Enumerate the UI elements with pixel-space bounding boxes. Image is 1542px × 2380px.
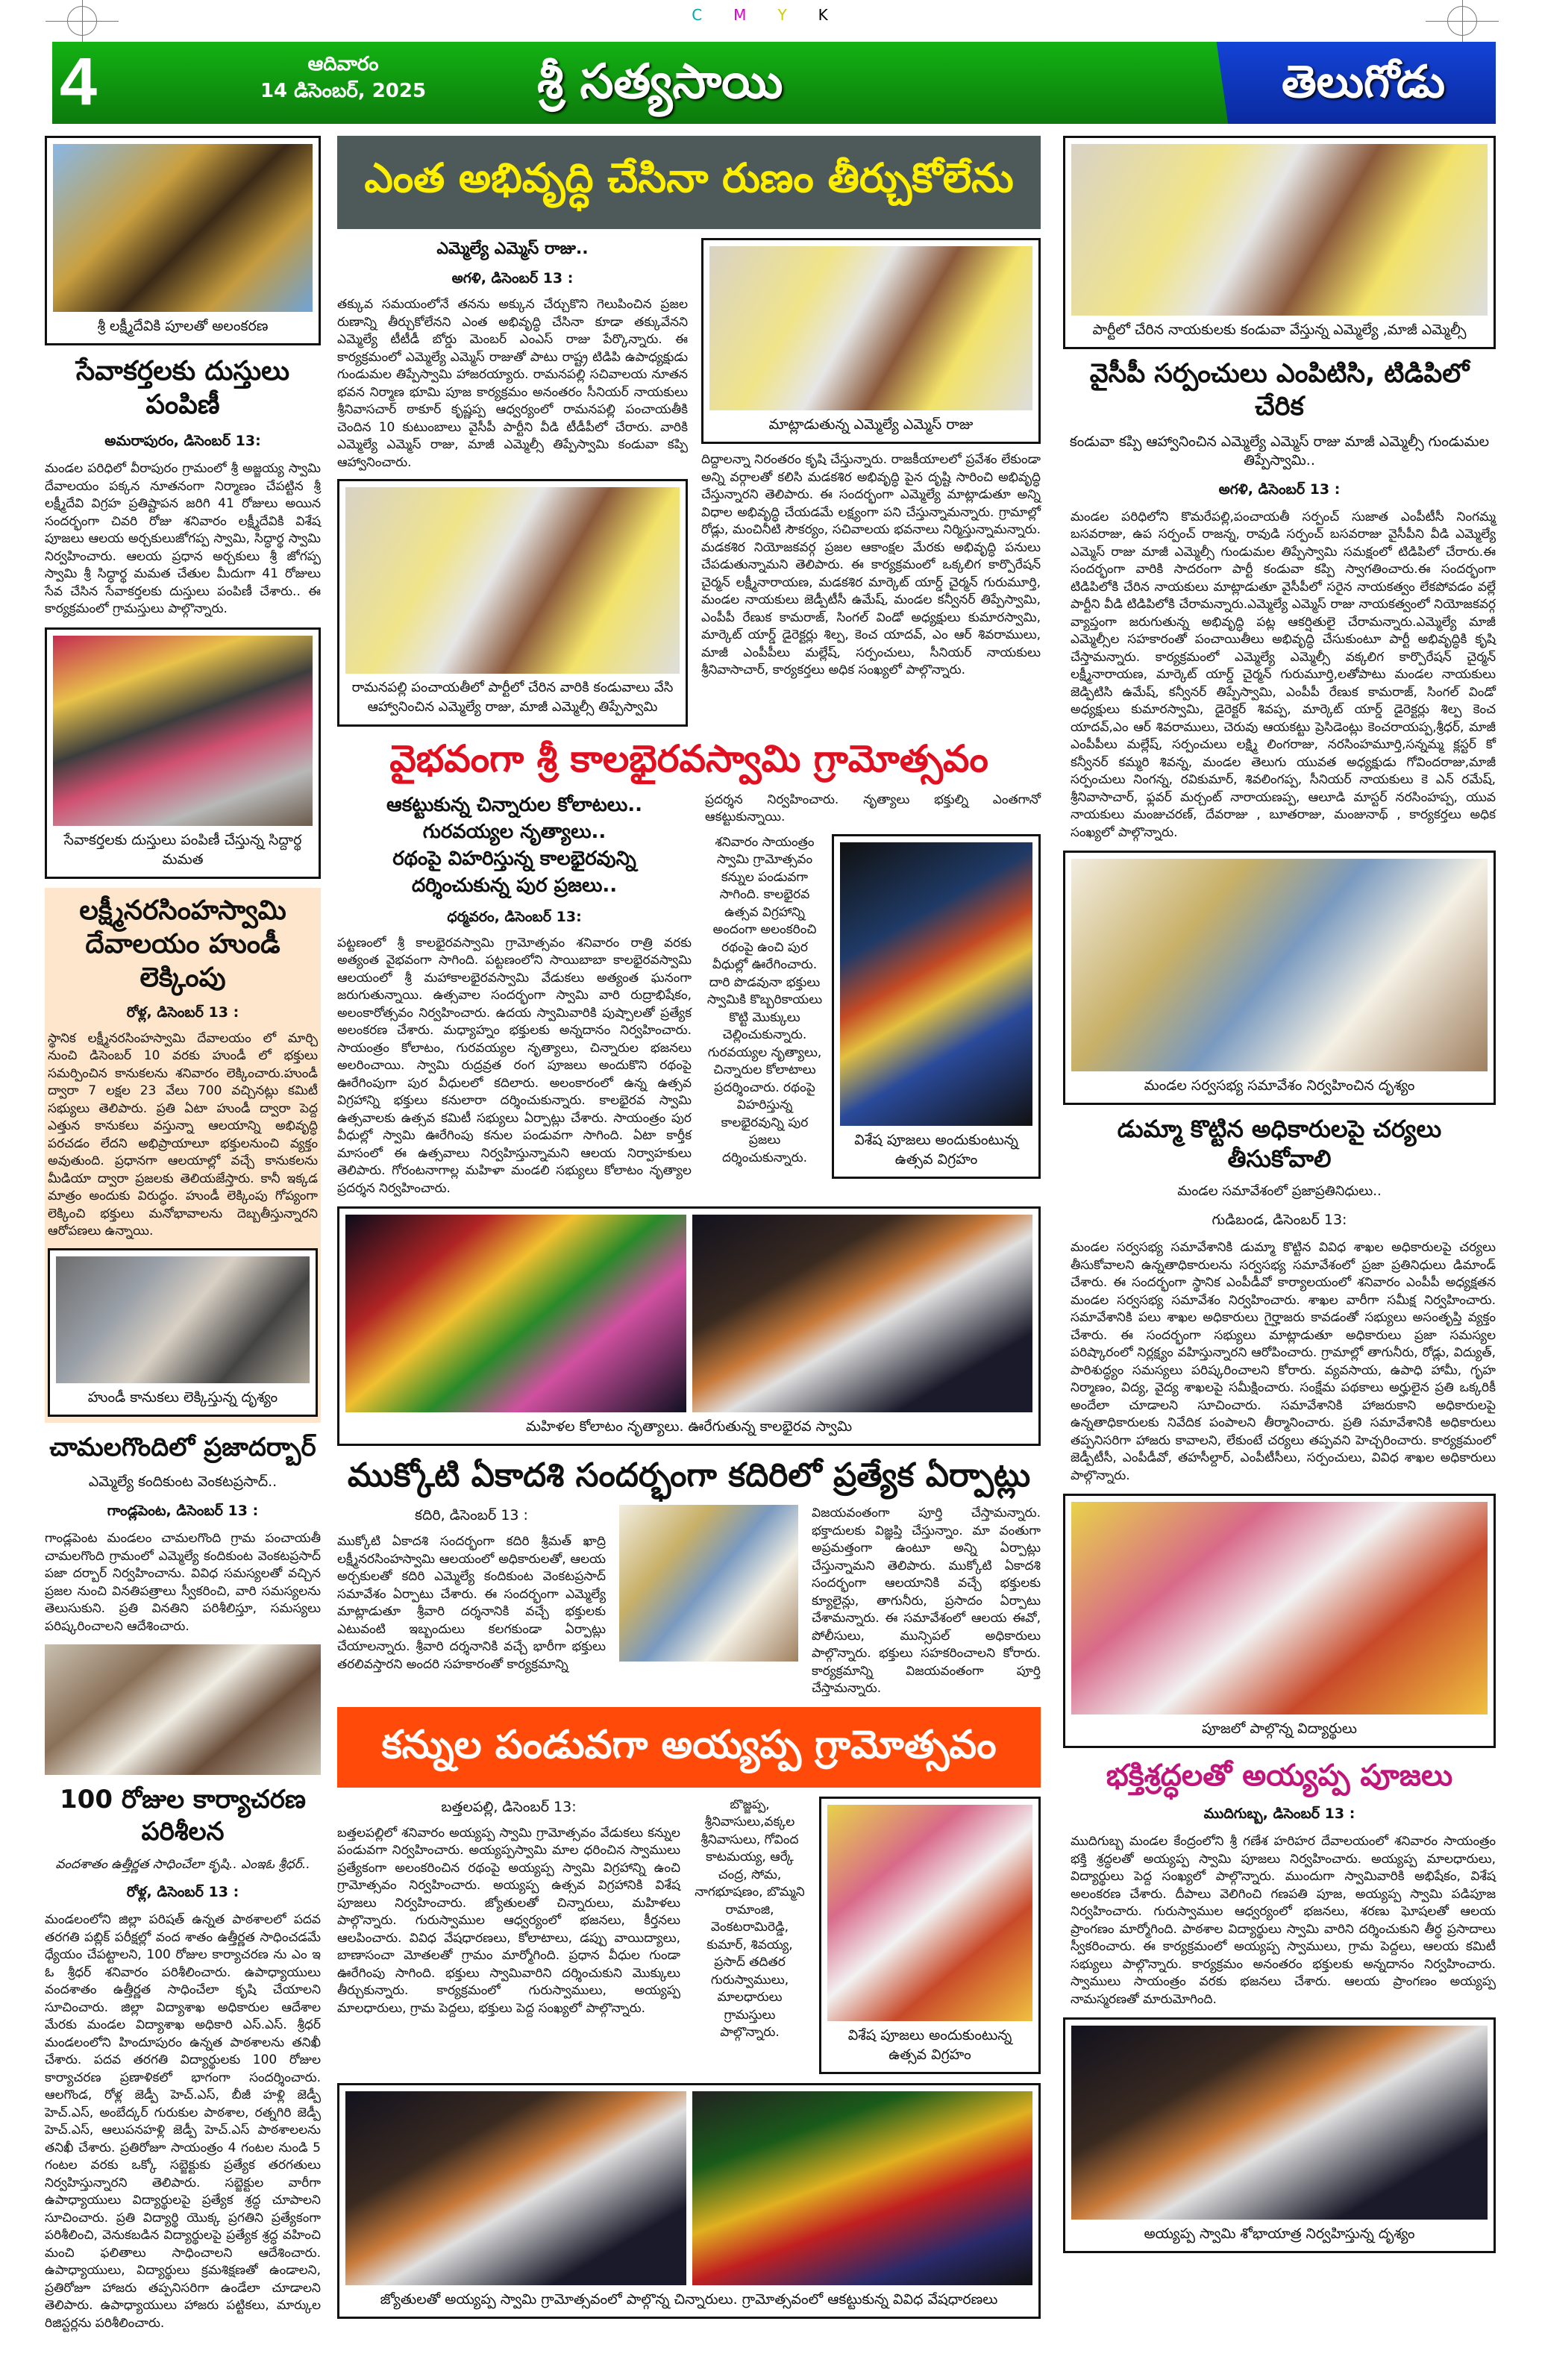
- photo-costumed-performers: [692, 2091, 1033, 2285]
- photo-box: [45, 136, 321, 345]
- article-dateline: గాండ్లపెంట, డిసెంబర్ 13 :: [107, 1503, 259, 1519]
- cmyk-k: K: [818, 6, 850, 24]
- photo-box: [1063, 2017, 1496, 2253]
- photo-children-with-lamps: [345, 2091, 686, 2285]
- photo-kolatam-dance: [345, 1215, 686, 1412]
- article-headline: డుమ్మా కొట్టిన అధికారులపై చర్యలు తీసుకోవాలి: [1117, 1115, 1442, 1173]
- photo-kalabhairava-procession: [692, 1215, 1033, 1412]
- article-body: బత్తలపల్లిలో శనివారం అయ్యప్ప స్వామి గ్రామోత్సవం వేడుకలు కన్నుల పండువగా నిర్వహించారు. అయ్యప్పస్వామి మాల ధరించిన స్వాములు ప్రత్యేకంగా అలంకరించిన రథంపై అయ్యప్ప స్వామి విగ్రహాన్ని ఉంచి గ్రామోత్సవం నిర్వహించారు. అయ్యప్ప ఉత్సవ విగ్రహానికి విశేష పూజలు నిర్వహించారు. జ్యోతులతో చిన్నారులు, మహిళలు పాల్గొన్నారు. గురుస్వాముల ఆధ్వర్యంలో భజనలు, కీర్తనలు ఆలపించారు. వివిధ వేషధారణలు, కోలాటాలు, డప్పు వాయిద్యాలు, బాణాసంచా మోతలతో గ్రామం మార్మోగింది. ప్రధాన వీధుల గుండా ఊరేగింపు సాగింది. భక్తులు స్వామివారిని దర్శించుకుని మొక్కులు తీర్చుకున్నారు. కార్యక్రమంలో గురుస్వాములు, అయ్యప్ప మాలధారులు, గ్రామ పెద్దలు, భక్తులు పెద్ద సంఖ్యలో పాల్గొన్నారు.: [337, 1825, 680, 2016]
- article-body: విజయవంతంగా పూర్తి చేస్తామన్నారు. భక్తాదులకు విజ్ఞప్తి చేస్తున్నాం. మా వంతుగా అప్రమత్తంగా ఉంటూ అన్ని ఏర్పాట్లు చేస్తున్నామని తెలిపారు. ముక్కోటి ఏకాదశి సందర్భంగా ఆలయానికి వచ్చే భక్తులకు క్యూలైన్లు, తాగునీరు, ప్రసాదం ఏర్పాటు చేశామన్నారు. ఈ సమావేశంలో ఆలయ ఈవో, పోలీసులు, మున్సిపల్ అధికారులు పాల్గొన్నారు. భక్తులు సహకరించాలని కోరారు. కార్యక్రమాన్ని విజయవంతంగా పూర్తి చేస్తామన్నారు.: [812, 1506, 1041, 1696]
- article-dateline: కదిరి, డిసెంబర్ 13 :: [415, 1507, 528, 1523]
- article-body: మండలంలోని జిల్లా పరిషత్ ఉన్నత పాఠశాలలో పదవ తరగతి పబ్లిక్ పరీక్షల్లో వంద శాతం ఉత్తీర్ణత సాధించడమే ధ్యేయం చేపట్టాలని, 100 రోజుల కార్యాచరణ ను ఎం ఇ ఓ శ్రీధర్ శనివారం పరిశీలించారు. ఉపాధ్యాయులు వందశాతం ఉత్తీర్ణత సాధించేలా కృషి చేయాలని సూచించారు. జిల్లా విద్యాశాఖ అధికారుల ఆదేశాల మేరకు మండల విద్యాశాఖ అధికారి ఎస్.ఎస్. శ్రీధర్ మండలంలోని హిందూపురం ఉన్నత పాఠశాలను తనిఖీ చేశారు. పదవ తరగతి విద్యార్థులకు 100 రోజుల కార్యాచరణ ప్రణాళికలో భాగంగా సందర్శించారు. ఆలగొండ, రోళ్ల జెడ్పీ హెచ్.ఎస్, బీజీ హళ్లి జెడ్పీ హెచ్.ఎస్, అంబేద్కర్ గురుకుల పాఠశాల, రత్నగిరి జెడ్పీ హెచ్.ఎస్, ఆలుపనహళ్లి జెడ్పీ హెచ్.ఎస్ పాఠశాలలను తనిఖీ చేశారు. ప్రతిరోజూ సాయంత్రం 4 గంటల నుండి 5 గంటల వరకు ఒక్కో సబ్జెక్టుకు ప్రత్యేక తరగతులు నిర్వహిస్తున్నారని తెలిపారు. సబ్జెక్టుల వారీగా ఉపాధ్యాయులు విద్యార్థులపై ప్రత్యేక శ్రద్ధ చూపాలని సూచించారు. ప్రతి విద్యార్థి యొక్క ప్రగతిని ప్రత్యేకంగా పరిశీలించి, వెనుకబడిన విద్యార్థులపై ప్రత్యేక శ్రద్ధ వహించి మంచి ఫలితాలు సాధించాలని ఆదేశించారు. ఉపాధ్యాయులు, విద్యార్థులు క్రమశిక్షణతో ఉండాలని, ప్రతిరోజూ హాజరు తప్పనిసరిగా ఉండేలా చూడాలని తెలిపారు. ఉపాధ్యాయులు హాజరు పట్టికలు, మార్కుల రిజిస్టర్లను పరిశీలించారు.: [45, 1912, 321, 2331]
- article-body: ప్రదర్శన నిర్వహించారు. నృత్యాలు భక్తుల్ని ఎంతగానో ఆకట్టుకున్నాయి.: [705, 792, 1041, 824]
- article-dateline: అమరాపురం, డిసెంబర్ 13:: [104, 433, 261, 449]
- article-body: ముదిగుబ్బ మండల కేంద్రంలోని శ్రీ గణేశ హరిహర దేవాలయంలో శనివారం సాయంత్రం భక్తి శ్రద్ధలతో అయ్యప్ప స్వామి పూజలు నిర్వహించారు. అయ్యప్ప మాలధారులు, విద్యార్థులు పెద్ద సంఖ్యలో పాల్గొన్నారు. ముందుగా స్వామివారికి అభిషేకం, విశేష అలంకరణ చేశారు. దీపాలు వెలిగించి గణపతి పూజ, అయ్యప్ప స్వామి పడిపూజ నిర్వహించారు. గురుస్వాముల ఆధ్వర్యంలో భజనలు, శరణు ఘోషలతో ఆలయ ప్రాంగణం మార్మోగింది. పాఠశాల విద్యార్థులు స్వామి వారిని దర్శించుకుని తీర్థ ప్రసాదాలు స్వీకరించారు. ఈ కార్యక్రమంలో అయ్యప్ప స్వాములు, గ్రామ పెద్దలు, ఆలయ కమిటీ సభ్యులు పాల్గొన్నారు. కార్యక్రమం అనంతరం భక్తులకు అన్నదానం నిర్వహించారు. స్వాములు సాయంత్రం వరకు భజనలు చేశారు. ఆలయ ప్రాంగణం అయ్యప్ప నామస్మరణతో మారుమోగింది.: [1071, 1834, 1496, 2007]
- article-body: దిద్దాలన్నా నిరంతరం కృషి చేస్తున్నారు. రాజకీయాలలో ప్రవేశం లేకుండా అన్ని వర్గాలతో కలిసి మడకశిర అభివృద్ధి పైన దృష్టి సారించి అభివృద్ధి చేస్తున్నారని తెలిపారు. ఈ సందర్భంగా ఎమ్మెల్యే మాట్లాడుతూ అన్ని విధాల అభివృద్ధి చేయడమే లక్ష్యంగా పని చేస్తున్నామన్నారు. గ్రామాల్లో రోడ్లు, మంచినీటి సౌకర్యం, సచివాలయ భవనాలు నిర్మిస్తున్నామన్నారు. మడకశిర నియోజకవర్గ ప్రజల ఆకాంక్షల మేరకు అభివృద్ధి పనులు చేపడుతున్నామని తెలిపారు. ఈ కార్యక్రమంలో ఒక్కలిగ కార్పొరేషన్ చైర్మన్ లక్ష్మీనారాయణ, మడకశిర మార్కెట్ యార్డ్ చైర్మన్ గురుమూర్తి, మండల నాయకులు జెడ్పీటీసీ ఉమేష్, మండల కన్వీనర్ తిప్పేస్వామి, ఎంపీపీ రేణుక కామరాజ్, సింగల్ విండో అధ్యక్షులు కుమారస్వామి, మార్కెట్ యార్డ్ డైరెక్టర్లు శిల్ప, కెంచ యాదవ్, ఎం ఆర్ శివరాములు, మాజీ ఎంపీపీలు మల్లేష్, సర్పంచులు, సీనియర్ నాయకులు శ్రీనివాసాచార్, కార్యకర్తలు అధిక సంఖ్యలో పాల్గొన్నారు.: [701, 452, 1041, 677]
- photo-caption: అయ్యప్ప స్వామి శోభాయాత్ర నిర్వహిస్తున్న దృశ్యం: [1144, 2226, 1415, 2242]
- issue-day: ఆదివారం: [307, 53, 379, 75]
- article-body: తక్కువ సమయంలోనే తనను అక్కున చేర్చుకొని గెలుపించిన ప్రజల రుణాన్ని తీర్చుకోలేనని ఎంత అభివృద్ధి చేసినా కూడా తక్కువేనని ఎమ్మెల్యే టీటీడీ బోర్డు మెంబర్ ఎంఎస్ రాజు పేర్కొన్నారు. ఈ కార్యక్రమంలో ఎమ్మెల్యే ఎమ్మెస్ రాజుతో పాటు రాష్ట్ర టిడిపి ఉపాధ్యక్షుడు గుండుమల తిప్పేస్వామి హాజరయ్యారు. రామనపల్లి సచివాలయ నూతన భవన నిర్మాణ భూమి పూజ కార్యక్రమం అనంతరం సీనియర్ నాయకులు శ్రీనివాసచార్ ఠాకూర్ కృష్ణప్ప ఆధ్వర్యంలో రామనపల్లి పంచాయతీకి చెందిన 10 కుటుంబాలు వైసీపీ పార్టీని వీడి టీడీపీలో చేరారు. వారికి ఎమ్మెల్యే ఎమ్మెస్ రాజు, మాజీ ఎమ్మెల్సీ తిప్పేస్వామి కండువా కప్పి ఆహ్వానించారు.: [337, 297, 688, 470]
- article-body: శనివారం సాయంత్రం స్వామి గ్రామోత్సవం కన్నుల పండువగా సాగింది. కాలభైరవ ఉత్సవ విగ్రహాన్ని అందంగా అలంకరించి రథంపై ఉంచి పుర వీధుల్లో ఊరేగించారు. దారి పొడవునా భక్తులు స్వామికి కొబ్బరికాయలు కొట్టి మొక్కులు చెల్లించుకున్నారు. గురవయ్యల నృత్యాలు, చిన్నారుల కోలాటాలు ప్రదర్శించారు. రథంపై విహరిస్తున్న కాలభైరవున్ని పుర ప్రజలు దర్శించుకున్నారు.: [706, 834, 823, 1165]
- article-body: ముక్కోటి ఏకాదశి సందర్భంగా కదిరి శ్రీమత్ ఖాద్రి లక్ష్మీనరసింహస్వామి ఆలయంలో అధికారులతో, ఆలయ అర్చకులతో కదిరి ఎమ్మెల్యే కందికుంట వెంకటప్రసాద్ సమావేశం ఏర్పాటు చేశారు. ఈ సందర్భంగా ఎమ్మెల్యే మాట్లాడుతూ శ్రీవారి దర్శనానికి వచ్చే భక్తులకు ఎటువంటి ఇబ్బందులు కలగకుండా ఏర్పాట్లు చేయాలన్నారు. శ్రీవారి దర్శనానికి వచ్చే భారీగా భక్తులు తరలివస్తారని అందరి సహకారంతో కార్యక్రమాన్ని: [337, 1534, 606, 1672]
- article-body: పట్టణంలో శ్రీ కాలభైరవస్వామి గ్రామోత్సవం శనివారం రాత్రి వరకు అత్యంత వైభవంగా సాగింది. పట్టణంలోని సాయిబాబా కాలభైరవస్వామి ఆలయంలో శ్రీ మహాకాలభైరవస్వామి వేడుకలు అత్యంత ఘనంగా జరుగుతున్నాయి. ఉత్సవాల సందర్భంగా స్వామి వారి రుద్రాభిషేకం, అలంకారోత్సవం నిర్వహించారు. ఉదయ స్వామివారికి పుష్పాలతో ప్రత్యేక అలంకరణ చేశారు. మధ్యాహ్నం భక్తులకు అన్నదానం నిర్వహించారు. సాయంత్రం కోలాటం, గురవయ్యల నృత్యాలు, చిన్నారుల భజనలు అలరించాయి. స్వామి రుద్రవ్రత రంగ పూజలు అందుకొని రథంపై ఊరేగింపుగా పుర వీధులలో కదిలారు. అలంకారంలో ఉన్న ఉత్సవ విగ్రహాన్ని భక్తులు కనులారా దర్శించుకున్నారు. కాలభైరవ స్వామి ఉత్సవాలకు ఉత్సవ కమిటీ సభ్యులు ఏర్పాట్లు చేశారు. సాయంత్రం పుర వీధుల్లో స్వామి ఊరేగింపు కనుల పండువగా సాగింది. ఏటా కార్తీక మాసంలో ఈ ఉత్సవాలు నిర్వహిస్తున్నామని ఆలయ నిర్వాహకులు తెలిపారు. గోరంటనాగాల్ల మహిళా మండలి సభ్యులు కోలాటం నృత్యాల ప్రదర్శన నిర్వహించారు.: [337, 935, 692, 1196]
- photo-box: [1063, 136, 1496, 349]
- hundi-story-panel: [45, 888, 321, 1423]
- middle-column: [337, 136, 1041, 2319]
- article-headline: భక్తిశ్రద్ధలతో అయ్యప్ప పూజలు: [1106, 1759, 1453, 1793]
- article-dateline: ముదిగుబ్బ, డిసెంబర్ 13 :: [1203, 1806, 1355, 1822]
- cmyk-c: C: [692, 6, 725, 24]
- cmyk-y: Y: [777, 6, 809, 24]
- photo-caption: మహిళల కోలాటం నృత్యాలు. ఊరేగుతున్న కాలభైరవ స్వామి: [525, 1418, 853, 1435]
- article-headline: వైసీపీ సర్పంచులు ఎంపిటిసి, టిడిపిలో చేరిక: [1089, 359, 1470, 422]
- article-dateline: బత్తలపల్లి, డిసెంబర్ 13:: [441, 1798, 577, 1815]
- ayyappa-story: [337, 1797, 1041, 2074]
- photo-box: [48, 1248, 318, 1417]
- article-dateline: అగళి, డిసెంబర్ 13 :: [1218, 480, 1341, 498]
- deck-line: రథంపై విహరిస్తున్న కాలభైరవున్ని: [392, 847, 636, 870]
- registration-mark-icon: [67, 6, 97, 36]
- photo-ayyappa-procession: [1071, 2026, 1488, 2220]
- page-number: 4: [60, 45, 98, 119]
- article-dateline: ధర్మవరం, డిసెంబర్ 13:: [447, 908, 582, 925]
- photo-caption: జ్యోతులతో అయ్యప్ప స్వామి గ్రామోత్సవంలో పాల్గొన్న చిన్నారులు. గ్రామోత్సవంలో ఆకట్టుకున్న వివిధ వేషధారణలు: [380, 2290, 998, 2308]
- article-headline: సేవాకర్తలకు దుస్తులు పంపిణీ: [75, 356, 290, 420]
- article-subhead: కండువా కప్పి ఆహ్వానించిన ఎమ్మెల్యే ఎమ్మెస్ రాజు మాజీ ఎమ్మెల్సీ గుండుమల తిప్పేస్వామి..: [1069, 433, 1490, 469]
- photo-box: [1063, 1494, 1496, 1748]
- photo-caption: రామనపల్లి పంచాయతీలో పార్టీలో చేరిన వారికి కండువాలు వేసి ఆహ్వానించిన ఎమ్మెల్యే రాజు, మాజీ ఎమ్మెల్సీ తిప్పేస్వామి: [351, 680, 674, 715]
- photo-box: [1063, 851, 1496, 1105]
- photo-party-joining: [345, 487, 680, 674]
- newspaper-logo: తెలుగోడు: [1282, 56, 1445, 108]
- article-body: బొజ్జప్ప, శ్రీనివాసులు,వక్కల శ్రీనివాసులు, గోవింద కాటమయ్య, ఆర్కే చంద్ర, సోమ, నాగభూషణం, బొమ్మని రామాంజి, వెంకటరామిరెడ్డి, కుమార్, శివయ్య, ప్రసాద్ తదితర గురుస్వాములు, మాలధారులు గ్రామస్తులు పాల్గొన్నారు.: [695, 1797, 805, 2040]
- deck-line: గురవయ్యల నృత్యాలు..: [422, 820, 607, 843]
- photo-box: [819, 1797, 1041, 2074]
- article-body: గాండ్లపెంట మండలం చామలగొంది గ్రామ పంచాయతీ చామలగొంది గ్రామంలో ఎమ్మెల్యే కందికుంట వెంకటప్రసాద్ పజా దర్బార్ నిర్వహించాను. వివిధ సమస్యలతో వచ్చిన ప్రజల నుంచి వినతిపత్రాలు స్వీకరించి, వారి సమస్యలను తెలుసుకుని. ప్రతి వినతిని పరిశీలిస్తూ, సమస్యలు పరిష్కరించాలని ఆదేశించారు.: [45, 1531, 321, 1634]
- kadiri-story: [337, 1505, 1041, 1698]
- article-subhead: ఎమ్మెల్యే కందికుంట వెంకటప్రసాద్..: [88, 1474, 278, 1490]
- photo-caption: పూజలో పాల్గొన్న విద్యార్థులు: [1202, 1720, 1357, 1737]
- article-deck: [337, 792, 692, 899]
- issue-date: [172, 51, 515, 104]
- article-headline: ముక్కోటి ఏకాదశి సందర్భంగా కదిరిలో ప్రత్యేక ఏర్పాట్లు: [347, 1456, 1031, 1494]
- lead-headline-banner: ఎంత అభివృద్ధి చేసినా రుణం తీర్చుకోలేను: [337, 136, 1041, 229]
- right-column: [1063, 136, 1496, 2253]
- cmyk-m: M: [733, 6, 769, 24]
- photo-box: [45, 627, 321, 879]
- photo-caption: హుండీ కానుకలు లెక్కిస్తున్న దృశ్యం: [87, 1388, 278, 1406]
- photo-box: [701, 238, 1041, 444]
- article-body: మండల పరిధిలో వీరాపురం గ్రామంలో శ్రీ అజ్జయ్య స్వామి దేవాలయం పక్కన నూతనంగా నిర్మాణం చేపట్టిన శ్రీ లక్ష్మీదేవి విగ్రహ ప్రతిష్టాపన జరిగి 41 రోజులు అయిన సందర్భంగా చివరి రోజు శనివారం లక్ష్మీదేవికి విశేష పూజలు ఆలయ అర్చకులుజోగప్ప స్వామి, సిద్ధార్థ స్వామి నిర్వహించారు. ఆలయ ప్రధాన అర్చకులు శ్రీ జోగప్ప స్వామి శ్రీ సిద్ధార్థ మమత చేతుల మీదుగా 41 రోజులు సేవ చేసిన సేవాకర్తలకు దుస్తులు పంపిణీ చేశారు.. ఈ కార్యక్రమంలో గ్రామస్తులు పాల్గొన్నారు.: [45, 461, 321, 616]
- photo-hundi-counting: [56, 1256, 310, 1383]
- article-subhead: మండల సమావేశంలో ప్రజాప్రతినిధులు..: [1177, 1183, 1382, 1199]
- article-headline-banner: కన్నుల పండువగా అయ్యప్ప గ్రామోత్సవం: [337, 1707, 1041, 1788]
- photo-mla-speaking: [709, 246, 1032, 410]
- photo-kalabhairava-idol: [840, 842, 1032, 1126]
- photo-party-joining-leaders: [1071, 144, 1488, 316]
- deck-line: ఆకట్టుకున్న చిన్నారుల కోలాటలు..: [386, 793, 642, 816]
- photo-caption: విశేష పూజలు అందుకుంటున్న ఉత్సవ విగ్రహం: [854, 1131, 1018, 1168]
- photo-mandal-meeting: [1071, 859, 1488, 1071]
- article-headline: లక్ష్మీనరసింహస్వామి దేవాలయం హుండీ లెక్కింపు: [79, 895, 286, 993]
- photo-praja-darbar: [45, 1644, 321, 1775]
- article-subhead: వందశాతం ఉత్తీర్ణత సాధించేలా కృషి.. ఎంఇఓ శ్రీధర్..: [55, 1857, 310, 1872]
- article-dateline: రోళ్ల, డిసెంబర్ 13 :: [126, 1003, 239, 1021]
- photo-box: [337, 479, 688, 727]
- cmyk-marks: [0, 6, 1542, 24]
- article-dateline: గుడిబండ, డిసెంబర్ 13:: [1212, 1212, 1347, 1228]
- deck-line: దర్శించుకున్న పుర ప్రజలు..: [411, 874, 618, 897]
- article-body: మండల పరిధిలోని కొమరేపల్లి,పంచాయతీ సర్పంచ్ సుజాత ఎంపీటీసీ నింగమ్మ బసవరాజు, ఉప సర్పంచ్ రాజన్న, రావుడి సర్పంచ్ బసవరాజు వైసీపీని వీడి ఎమ్మెల్యే ఎమ్మెస్ రాజు మాజీ ఎమ్మెల్సీ గుండుమల తిప్పేస్వామి సమక్షంలో టిడిపిలో చేరారు.ఈ సందర్భంగా వారికి సాదరంగా పార్టీ కండువా కప్పి స్వాగతించారు.ఈ సందర్భంగా టిడిపిలోకి చేరిన నాయకులు మాట్లాడుతూ వైసీపీలో సరైన నాయకత్వం లేకపోవడం వల్లే పార్టీని వీడి టిడిపిలోకి చేరామన్నారు.ఎమ్మెల్యే ఎమ్మెస్ రాజు నాయకత్వంలో నియోజకవర్గ వ్యాప్తంగా జరుగుతున్న అభివృద్ధి పట్ల ఆకర్షితులై చేరామన్నారు.ఎమ్మెల్యే మాజీ ఎమ్మెల్సీల సహకారంతో పంచాయితీలు అభివృద్ధి చేసుకుంటూ పార్టీ అభివృద్ధికి కృషి చేస్తామన్నారు. కార్యక్రమంలో ఎమ్మెల్యే ఎమ్మెల్సీ వక్కలిగ కార్పొరేషన్ చైర్మన్ లక్ష్మీనారాయణ, మార్కెట్ యార్డ్ చైర్మన్ గురుమూర్తి,లతోపాటు మండల నాయకులు జెడ్పిటిసి ఉమేష్, కన్వీనర్ తిప్పేస్వామి, ఎంపీపీ రేణుక కామరాజ్, సింగల్ విండో అధ్యక్షులు కుమారస్వామి, డైరెక్టర్ శివప్ప, మార్కెట్ యార్డ్ డైరెక్టర్లు శిల్ప కెంచ యాదవ్,ఎం ఆర్ శివరాములు, చెరువు ఆయకట్టు ప్రెసిడెంట్లు కెంచరాయప్ప,శ్రీధర్, మాజీ ఎంపీపీలు మల్లేష్, సర్పంచులు లక్ష్మి లింగరాజు, నరసింహమూర్తి,సన్నమ్మ క్లస్టర్ కో కన్వీనర్ కమ్మరి శివన్న, మండల తెలుగు యువత అధ్యక్షుడు గోవిందరాజు,మాజీ సర్పంచులు నింగన్న, రవికుమార్, శివలింగప్ప, సీనియర్ నాయకులు కె ఎన్ రమేష్, శ్రీనివాసాచార్, ఫ్లవర్ మర్చంట్ నారాయణప్ప, ఆలూడి మాస్టర్ నరసింహప్ప, యువ నాయకులు మంజుచరణ్, దేవరాజు , బూతరాజు, మంజునాథ్ , కార్యకర్తలు అధిక సంఖ్యలో పాల్గొన్నారు.: [1071, 509, 1496, 840]
- lead-story: [337, 238, 1041, 727]
- photo-clothes-distribution: [53, 636, 313, 826]
- photo-box: [832, 834, 1041, 1179]
- photo-lakshmi-devi: [53, 144, 313, 312]
- left-column: [45, 136, 321, 2332]
- issue-date-text: 14 డిసెంబర్, 2025: [260, 80, 427, 102]
- article-dateline: అగళి, డిసెంబర్ 13 :: [451, 270, 574, 286]
- photo-box: [337, 1206, 1041, 1446]
- kalabhairava-story: [337, 792, 1041, 1198]
- article-dateline: రోళ్ల, డిసెంబర్ 13 :: [126, 1884, 239, 1900]
- photo-students-puja: [1071, 1502, 1488, 1714]
- photo-caption: మాట్లాడుతున్న ఎమ్మెల్యే ఎమ్మెస్ రాజు: [768, 416, 974, 433]
- photo-box: [337, 2083, 1041, 2319]
- article-headline: వైభవంగా శ్రీ కాలభైరవస్వామి గ్రామోత్సవం: [389, 737, 988, 780]
- photo-ayyappa-idol: [827, 1805, 1032, 2021]
- photo-kadiri-meeting: [619, 1505, 798, 1662]
- photo-caption: శ్రీ లక్ష్మీదేవికి పూలతో అలంకరణ: [97, 318, 269, 334]
- photo-caption: పార్టీలో చేరిన నాయకులకు కండువా వేస్తున్న ఎమ్మెల్యే ,మాజీ ఎమ్మెల్సీ: [1092, 322, 1467, 338]
- article-subhead: ఎమ్మెల్యే ఎమ్మెస్ రాజు..: [436, 239, 589, 258]
- photo-caption: మండల సర్వసభ్య సమావేశం నిర్వహించిన దృశ్యం: [1144, 1077, 1415, 1094]
- article-body: స్థానిక లక్ష్మీనరసింహస్వామి దేవాలయం లో మార్చి నుంచి డిసెంబర్ 10 వరకు హుండీ లో భక్తులు సమర్పించిన కానుకలను శనివారం లెక్కించారు.హుండీ ద్వారా 7 లక్షల 23 వేలు 700 వచ్చినట్లు కమిటీ సభ్యులు తెలిపారు. ప్రతి ఏటా హుండీ ద్వారా పెద్ద ఎత్తున కానుకలు వస్తున్నా ఆలయాన్ని అభివృద్ధి పరచడం లేదని అభిప్రాయాలూ భక్తులనుంచి వ్యక్తం అవుతుంది. ప్రధానగా ఆలయాల్లో వచ్చే కానుకలను మీడియా ద్వారా ప్రజలకు తెలియజేస్తారు. కానీ ఇక్కడ మాత్రం అందుకు విరుద్ధం. హుండీ లెక్కింపు గోప్యంగా లెక్కించి భక్తులు మనోభావాలను దెబ్బతీస్తున్నారని ఆరోపణలు ఉన్నాయి.: [48, 1030, 318, 1238]
- registration-mark-icon: [1447, 6, 1477, 36]
- photo-caption: విశేష పూజలు అందుకుంటున్న ఉత్సవ విగ్రహం: [847, 2026, 1012, 2063]
- article-headline: 100 రోజుల కార్యాచరణ పరిశీలన: [60, 1785, 306, 1847]
- photo-caption: సేవాకర్తలకు దుస్తులు పంపిణీ చేస్తున్న సిద్దార్థ మమత: [63, 831, 302, 868]
- article-body: మండల సర్వసభ్య సమావేశానికి డుమ్మా కొట్టిన వివిధ శాఖల అధికారులపై చర్యలు తీసుకోవాలని ఉన్నతాధికారులను సర్వసభ్య సమావేశంలో ప్రజా ప్రతినిధులు డిమాండ్ చేశారు. ఈ సందర్భంగా స్థానిక ఎంపీడీవో కార్యాలయంలో శనివారం ఎంపీపీ అధ్యక్షతన మండల సర్వసభ్య సమావేశం నిర్వహించారు. శాఖల వారీగా సమీక్ష నిర్వహించారు. సమావేశానికి పలు శాఖల అధికారులు గైర్హాజరు కావడంతో సభ్యులు అసంతృప్తి వ్యక్తం చేశారు. ఈ సందర్భంగా సభ్యులు మాట్లాడుతూ అధికారులు ప్రజా సమస్యల పరిష్కారంలో నిర్లక్ష్యం వహిస్తున్నారని ఆరోపించారు. గ్రామాల్లో తాగునీరు, రోడ్లు, విద్యుత్, పారిశుద్ధ్యం సమస్యలు పరిష్కరించాలని కోరారు. వ్యవసాయ, ఉపాధి హామీ, గృహ నిర్మాణం, విద్య, వైద్య శాఖలపై సమీక్షించారు. సంక్షేమ పథకాలు అర్హులైన ప్రతి ఒక్కరికీ అందేలా చూడాలని సూచించారు. సమావేశానికి హాజరుకాని అధికారులపై ఉన్నతాధికారులకు నివేదిక పంపాలని తీర్మానించారు. ప్రతి సమావేశానికి అధికారులు తప్పనిసరిగా హాజరు కావాలని, లేకుంటే చర్యలు తప్పవని హెచ్చరించారు. కార్యక్రమంలో జెడ్పీటీసీ, ఎంపీడీవో, తహసీల్దార్, ఎంపీటీసీలు, సర్పంచులు, వివిధ శాఖల అధికారులు పాల్గొన్నారు.: [1071, 1240, 1496, 1483]
- edition-title: శ్రీ సత్యసాయి: [537, 54, 783, 110]
- article-headline: చామలగొందిలో ప్రజాదర్బార్: [49, 1432, 316, 1462]
